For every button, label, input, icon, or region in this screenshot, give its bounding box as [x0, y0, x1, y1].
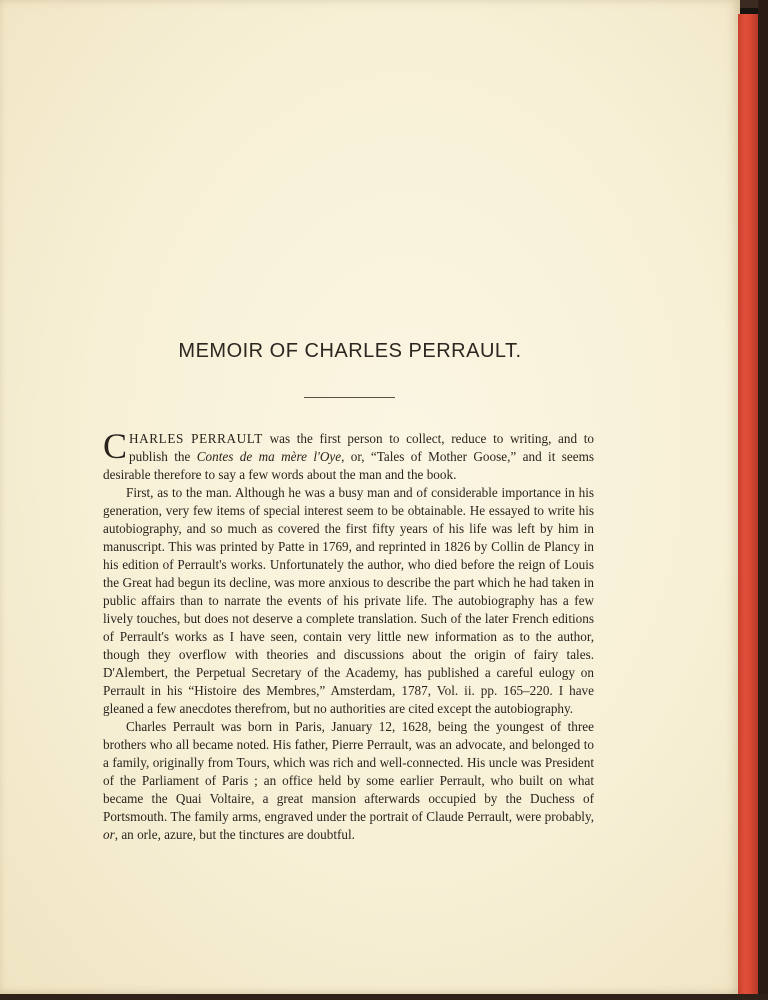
memoir-text: [103, 426, 595, 844]
heraldic-italic: or: [103, 827, 115, 842]
paragraph-text: , an orle, azure, but the tinctures are doubtful.: [114, 827, 355, 842]
paragraph-text: Charles Perrault was born in Paris, January 12, 1628, being the youngest of three brothers who all became noted. His father, Pierre Perrault, was an advocate, and belonged to a family, originally from Tours, which was rich and well-connected. His uncle was President of the Parliament of Paris ; an office held by some earlier Perrault, who built on what became the Quai Voltaire, a great mansion afterwards occupied by the Duchess of Portsmouth. The family arms, engraved under the portrait of Claude Perrault, were probably,: [103, 719, 594, 824]
bottom-shadow: [0, 994, 768, 1000]
page-title: MEMOIR OF CHARLES PERRAULT.: [178, 340, 522, 362]
red-page-edge: [738, 14, 758, 994]
lead-words: HARLES PERRAULT: [129, 431, 263, 446]
paragraph-text: , or, “Tales of Mother Goose,” and it seems desirable therefore to say a few words about the man and the book.: [103, 449, 594, 482]
book-title-italic: Contes de ma mère l'Oye: [196, 449, 342, 464]
binding-edge: [758, 0, 768, 1000]
paragraph-birth: [103, 718, 594, 844]
paragraph-the-man: First, as to the man. Although he was a busy man and of considerable importance in his generation, very few items of special interest seem to be obtainable. He essayed to write his autobiography, and so much as covered the first fifty years of his life was left by him in manuscript. This was printed by Patte in 1769, and reprinted in 1826 by Collin de Plancy in his edition of Perrault's works. Unfortunately the author, who died before the reign of Louis the Great had begun its decline, was more anxious to describe the part which he had taken in public affairs than to narrate the events of his private life. The autobiography has a few lively touches, but does not deserve a complete translation. Such of the later French editions of Perrault's works as I have seen, contain very little new information as to the author, though they overflow with theories and discussions about the origin of fairy tales. D'Alembert, the Perpetual Secretary of the Academy, has published a careful eulogy on Perrault in his “Histoire des Membres,” Amsterdam, 1787, Vol. ii. pp. 165–220. I have gleaned a few anecdotes therefrom, but no authorities are cited except the autobiography.: [103, 485, 594, 716]
title-divider: [304, 397, 395, 398]
drop-cap: C: [103, 426, 128, 466]
paragraph-intro: [103, 426, 595, 484]
paragraph-text: was the first person to collect, reduce to writing, and to publish the: [129, 431, 595, 464]
